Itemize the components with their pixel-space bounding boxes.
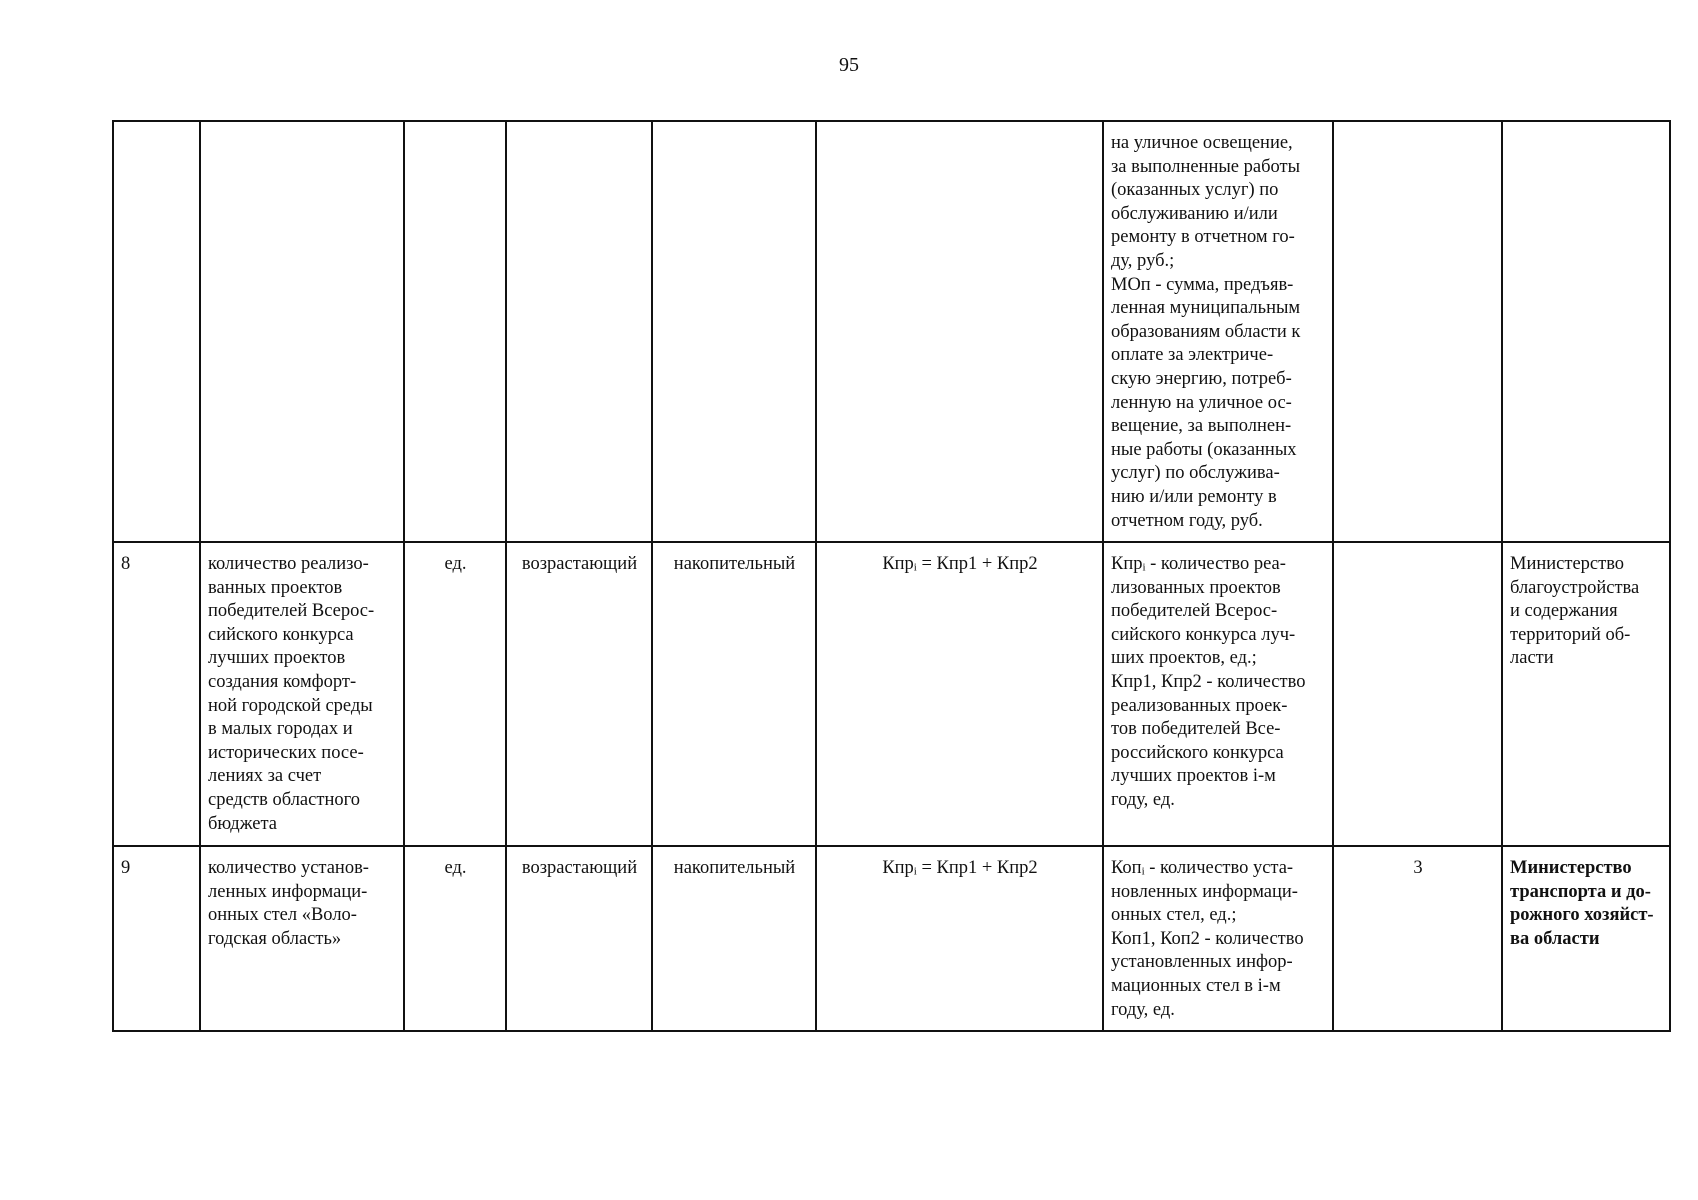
description-line: Коп1, Коп2 - количество	[1111, 928, 1304, 949]
description-line: нию и/или ремонту в	[1111, 486, 1277, 507]
name-line: ленных информаци-	[208, 881, 368, 902]
description-line: Кпрᵢ - количество реа-	[1111, 554, 1286, 574]
responsible-line: территорий об-	[1510, 624, 1631, 645]
description-line: году, ед.	[1111, 789, 1175, 810]
description-line: оплате за электриче-	[1111, 345, 1274, 366]
cell-value: 3	[1333, 846, 1502, 1031]
description-line: обслуживанию и/или	[1111, 203, 1278, 224]
indicators-table	[112, 120, 1671, 1032]
cell-trend: возрастающий	[506, 846, 652, 1031]
cell-trend	[506, 121, 652, 542]
name-line: количество установ-	[208, 858, 369, 878]
cell-formula: Кпрᵢ = Кпр1 + Кпр2	[816, 542, 1103, 846]
description-line: мационных стел в i-м	[1111, 975, 1281, 996]
description-line: победителей Всерос-	[1111, 601, 1278, 622]
name-line: лучших проектов	[208, 648, 346, 669]
responsible-line: ва области	[1510, 928, 1600, 949]
name-line: сийского конкурса	[208, 624, 354, 645]
cell-description	[1103, 846, 1333, 1031]
cell-responsible	[1502, 542, 1670, 846]
description-line: ших проектов, ед.;	[1111, 648, 1257, 669]
name-line: создания комфорт-	[208, 671, 357, 692]
cell-type: накопительный	[652, 846, 816, 1031]
responsible-line: благоустройства	[1510, 577, 1640, 598]
description-line: российского конкурса	[1111, 742, 1284, 763]
table-row-9	[113, 846, 1670, 1031]
name-line: победителей Всерос-	[208, 601, 375, 622]
responsible-line: Министерство	[1510, 858, 1632, 878]
table-row-continuation	[113, 121, 1670, 542]
responsible-line: транспорта и до-	[1510, 881, 1651, 902]
responsible-line: ласти	[1510, 648, 1554, 669]
name-line: онных стел «Воло-	[208, 905, 357, 926]
description-line: за выполненные работы	[1111, 156, 1301, 177]
cell-value	[1333, 121, 1502, 542]
cell-indicator-name	[200, 846, 404, 1031]
description-line: сийского конкурса луч-	[1111, 624, 1296, 645]
description-line: Кпр1, Кпр2 - количество	[1111, 671, 1306, 692]
name-line: ванных проектов	[208, 577, 343, 598]
description-line: лучших проектов i-м	[1111, 766, 1276, 787]
description-line: отчетном году, руб.	[1111, 510, 1263, 531]
description-line: МОп - сумма, предъяв-	[1111, 274, 1294, 295]
description-line: скую энергию, потреб-	[1111, 368, 1292, 389]
cell-responsible	[1502, 121, 1670, 542]
name-line: ной городской среды	[208, 695, 373, 716]
responsible-line: Министерство	[1510, 554, 1625, 574]
cell-unit: ед.	[404, 542, 506, 846]
cell-description	[1103, 542, 1333, 846]
name-line: средств областного	[208, 789, 360, 810]
description-line: установленных инфор-	[1111, 952, 1293, 973]
description-line: на уличное освещение,	[1111, 133, 1293, 153]
description-line: ленную на уличное ос-	[1111, 392, 1292, 413]
table-row-8	[113, 542, 1670, 846]
description-line: (оказанных услуг) по	[1111, 180, 1279, 201]
cell-number: 9	[113, 846, 200, 1031]
name-line: бюджета	[208, 813, 277, 834]
responsible-line: и содержания	[1510, 601, 1618, 622]
cell-indicator-name	[200, 542, 404, 846]
cell-number: 8	[113, 542, 200, 846]
cell-formula	[816, 121, 1103, 542]
name-line: исторических посе-	[208, 742, 364, 763]
cell-type: накопительный	[652, 542, 816, 846]
description-line: Копᵢ - количество уста-	[1111, 858, 1294, 878]
description-line: вещение, за выполнен-	[1111, 416, 1292, 437]
description-line: реализованных проек-	[1111, 695, 1288, 716]
name-line: годская область»	[208, 928, 342, 949]
description-line: лизованных проектов	[1111, 577, 1281, 598]
cell-trend: возрастающий	[506, 542, 652, 846]
cell-unit: ед.	[404, 846, 506, 1031]
cell-value	[1333, 542, 1502, 846]
cell-description	[1103, 121, 1333, 542]
name-line: лениях за счет	[208, 766, 322, 787]
description-line: услуг) по обслужива-	[1111, 463, 1280, 484]
description-line: новленных информаци-	[1111, 881, 1298, 902]
description-line: ремонту в отчетном го-	[1111, 227, 1295, 248]
description-line: ные работы (оказанных	[1111, 439, 1297, 460]
cell-responsible	[1502, 846, 1670, 1031]
name-line: в малых городах и	[208, 719, 353, 740]
responsible-line: рожного хозяйст-	[1510, 905, 1654, 926]
description-line: году, ед.	[1111, 999, 1175, 1020]
cell-number	[113, 121, 200, 542]
description-line: онных стел, ед.;	[1111, 905, 1237, 926]
name-line: количество реализо-	[208, 554, 369, 574]
page-number: 95	[839, 54, 859, 76]
cell-formula: Кпрᵢ = Кпр1 + Кпр2	[816, 846, 1103, 1031]
cell-type	[652, 121, 816, 542]
description-line: ду, руб.;	[1111, 250, 1175, 271]
description-line: тов победителей Все-	[1111, 719, 1281, 740]
description-line: образованиям области к	[1111, 321, 1301, 342]
cell-unit	[404, 121, 506, 542]
cell-indicator-name	[200, 121, 404, 542]
description-line: ленная муниципальным	[1111, 298, 1301, 319]
